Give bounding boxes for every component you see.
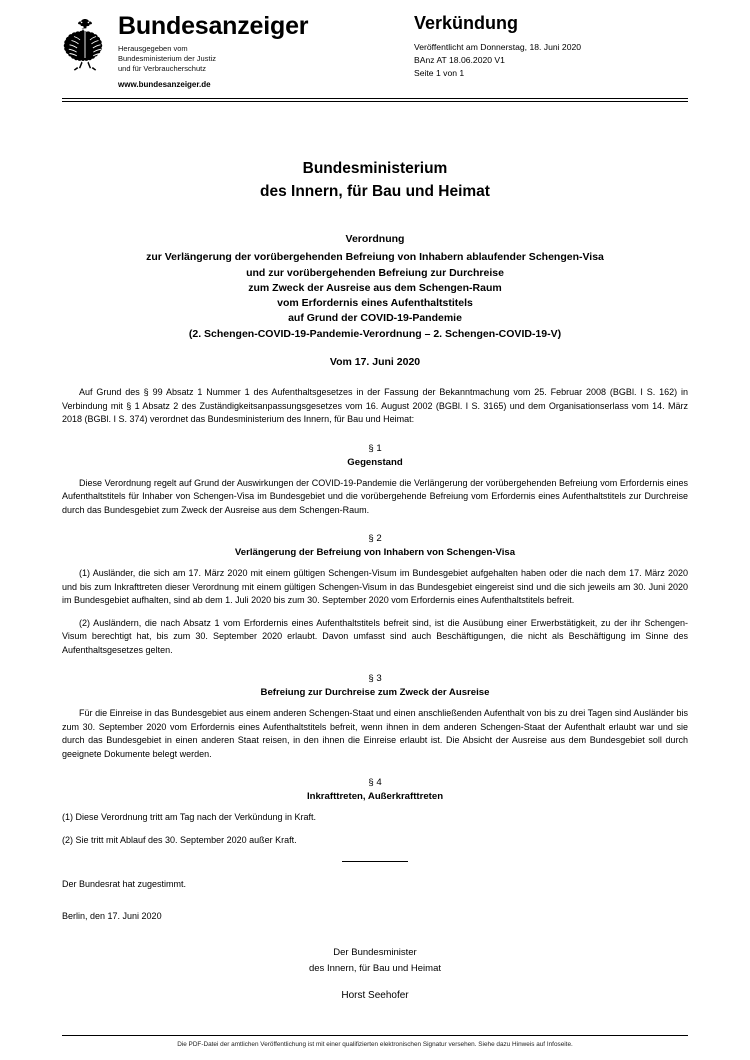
ministry-line-2: des Innern, für Bau und Heimat xyxy=(260,182,490,200)
section-4-number: § 4 xyxy=(368,777,382,789)
document-short-title: (2. Schengen-COVID-19-Pandemie-Verordnung – 2. Schengen-COVID-19-V) xyxy=(188,328,562,341)
section-3-heading: Befreiung zur Durchreise zum Zweck der Ausreise xyxy=(260,687,490,699)
federal-eagle-icon xyxy=(62,16,108,72)
document-title xyxy=(62,250,688,326)
bundesrat-note: Der Bundesrat hat zugestimmt. xyxy=(62,879,187,890)
brand-sub-line-2: Bundesministerium der Justiz xyxy=(118,54,216,64)
page-info: Seite 1 von 1 xyxy=(414,68,465,79)
brand-title: Bundesanzeiger xyxy=(118,12,309,40)
footer-rule xyxy=(62,1035,688,1036)
signature-name: Horst Seehofer xyxy=(341,989,409,1001)
document-date: Vom 17. Juni 2020 xyxy=(329,356,421,369)
preamble-paragraph: Auf Grund des § 99 Absatz 1 Nummer 1 des Aufenthaltsgesetzes in der Fassung der Bekanntmachung vom 25. Februar 2008 (BGBl. I S. 162) in Verbindung mit § 1 Absatz 2 des Zuständigkeitsanpassungsgesetzes vom 16. August 2002 (BGBl. I S. 3165) und dem Organisationserlass vom 14. März 2018 (BGBl. I S. 374) verordnet das Bundesministerium des Innern, für Bau und Heimat: xyxy=(62,387,688,425)
section-3-number: § 3 xyxy=(368,673,382,685)
brand-subtitle xyxy=(118,44,308,74)
section-4-heading: Inkrafttreten, Außerkrafttreten xyxy=(306,791,444,803)
section-3-paragraph-1: Für die Einreise in das Bundesgebiet aus einem anderen Schengen-Staat und einen anschließenden Aufenthalt von bis zu drei Tagen sind Ausländer bis zum 30. September 2020 vom Erfordernis eines Aufenthaltstitels befreit, wenn ihnen in dem anderen Schengen-Staat der Aufenthalt erlaubt war und sie durch das Bundesgebiet in einen anderen Staat reisen, in den ihnen die Einreise erlaubt ist. Die Absicht der Ausreise aus dem Bundesgebiet soll durch geeignete Dokumente belegt werden. xyxy=(62,708,688,759)
publication-reference: BAnz AT 18.06.2020 V1 xyxy=(414,55,505,66)
page-header xyxy=(62,14,688,95)
document-title-line-2: und zur vorübergehenden Befreiung zur Durchreise xyxy=(246,266,504,279)
document-title-line-5: auf Grund der COVID-19-Pandemie xyxy=(288,312,462,325)
ministry-line-1: Bundesministerium xyxy=(302,160,448,178)
publication-info xyxy=(392,14,688,81)
section-1-paragraph-1: Diese Verordnung regelt auf Grund der Auswirkungen der COVID-19-Pandemie die Verlängerung der vorübergehenden Befreiung vom Erfordernis eines Aufenthaltstitels für Inhaber von Schengen-Visa im Bundesgebiet und die vorübergehende Befreiung vom Erfordernis eines Aufenthaltstitels zur Durchreise durch das Bundesgebiet zum Zweck der Ausreise aus dem Schengen-Raum. xyxy=(62,477,688,515)
brand-block xyxy=(62,14,392,89)
section-4-paragraph-1: (1) Diese Verordnung tritt am Tag nach der Verkündung in Kraft. xyxy=(62,812,316,823)
document-title-line-4: vom Erfordernis eines Aufenthaltstitels xyxy=(277,296,473,309)
document-kind: Verordnung xyxy=(345,233,405,246)
section-2-paragraph-1: (1) Ausländer, die sich am 17. März 2020 mit einem gültigen Schengen-Visum im Bundesgebiet aufgehalten haben oder die nach dem 17. März 2020 und bis zum Inkrafttreten dieser Verordnung mit einem gültigen Schengen-Visum in das Bundesgebiet eingereist sind und die sich jeweils am 30. Juni 2020 im Bundesgebiet aufhalten, sind ab dem 1. Juli 2020 bis zum 30. September 2020 vom Erfordernis eines Aufenthaltstitels befreit. xyxy=(62,568,688,606)
section-2-paragraph-2: (2) Ausländern, die nach Absatz 1 vom Erfordernis eines Aufenthaltstitels befreit sind, ist die Ausübung einer Erwerbstätigkeit, zu der ihr Schengen-Visum berechtigt hat, bis zum 30. September 2020 erlaubt. Davon umfasst sind auch Beschäftigungen, die nicht als Beschäftigung im Sinne des Aufenthaltsgesetzes gelten. xyxy=(62,617,688,655)
published-on: Veröffentlicht am Donnerstag, 18. Juni 2020 xyxy=(414,41,582,52)
brand-sub-line-3: und für Verbraucherschutz xyxy=(118,64,206,74)
section-divider xyxy=(342,861,408,862)
publication-type: Verkündung xyxy=(414,13,519,33)
brand-sub-line-1: Herausgegeben vom xyxy=(118,44,188,53)
signature-role-line-1: Der Bundesminister xyxy=(333,947,417,959)
document-title-line-3: zum Zweck der Ausreise aus dem Schengen-Raum xyxy=(248,281,502,294)
section-1-number: § 1 xyxy=(368,442,382,454)
section-2-number: § 2 xyxy=(368,533,382,545)
document-body xyxy=(62,102,688,1003)
brand-url[interactable]: www.bundesanzeiger.de xyxy=(118,80,211,90)
spacer xyxy=(62,896,688,910)
page-footer xyxy=(62,1035,688,1048)
section-1-heading: Gegenstand xyxy=(347,456,403,468)
section-4-paragraph-2: (2) Sie tritt mit Ablauf des 30. September 2020 außer Kraft. xyxy=(62,834,297,845)
section-2-heading: Verlängerung der Befreiung von Inhabern von Schengen-Visa xyxy=(234,547,516,559)
ministry-heading xyxy=(62,158,688,203)
place-and-date: Berlin, den 17. Juni 2020 xyxy=(62,910,162,921)
document-title-line-1: zur Verlängerung der vorübergehenden Befreiung von Inhabern ablaufender Schengen-Visa xyxy=(146,251,604,264)
brand-text xyxy=(118,14,308,89)
signature-block xyxy=(62,945,688,1003)
footer-note: Die PDF-Datei der amtlichen Veröffentlichung ist mit einer qualifizierten elektronischen Signatur versehen. Siehe dazu Hinweis auf Infoseite. xyxy=(177,1041,573,1048)
signature-role-line-2: des Innern, für Bau und Heimat xyxy=(308,962,442,974)
header-rule-thick xyxy=(62,98,688,99)
